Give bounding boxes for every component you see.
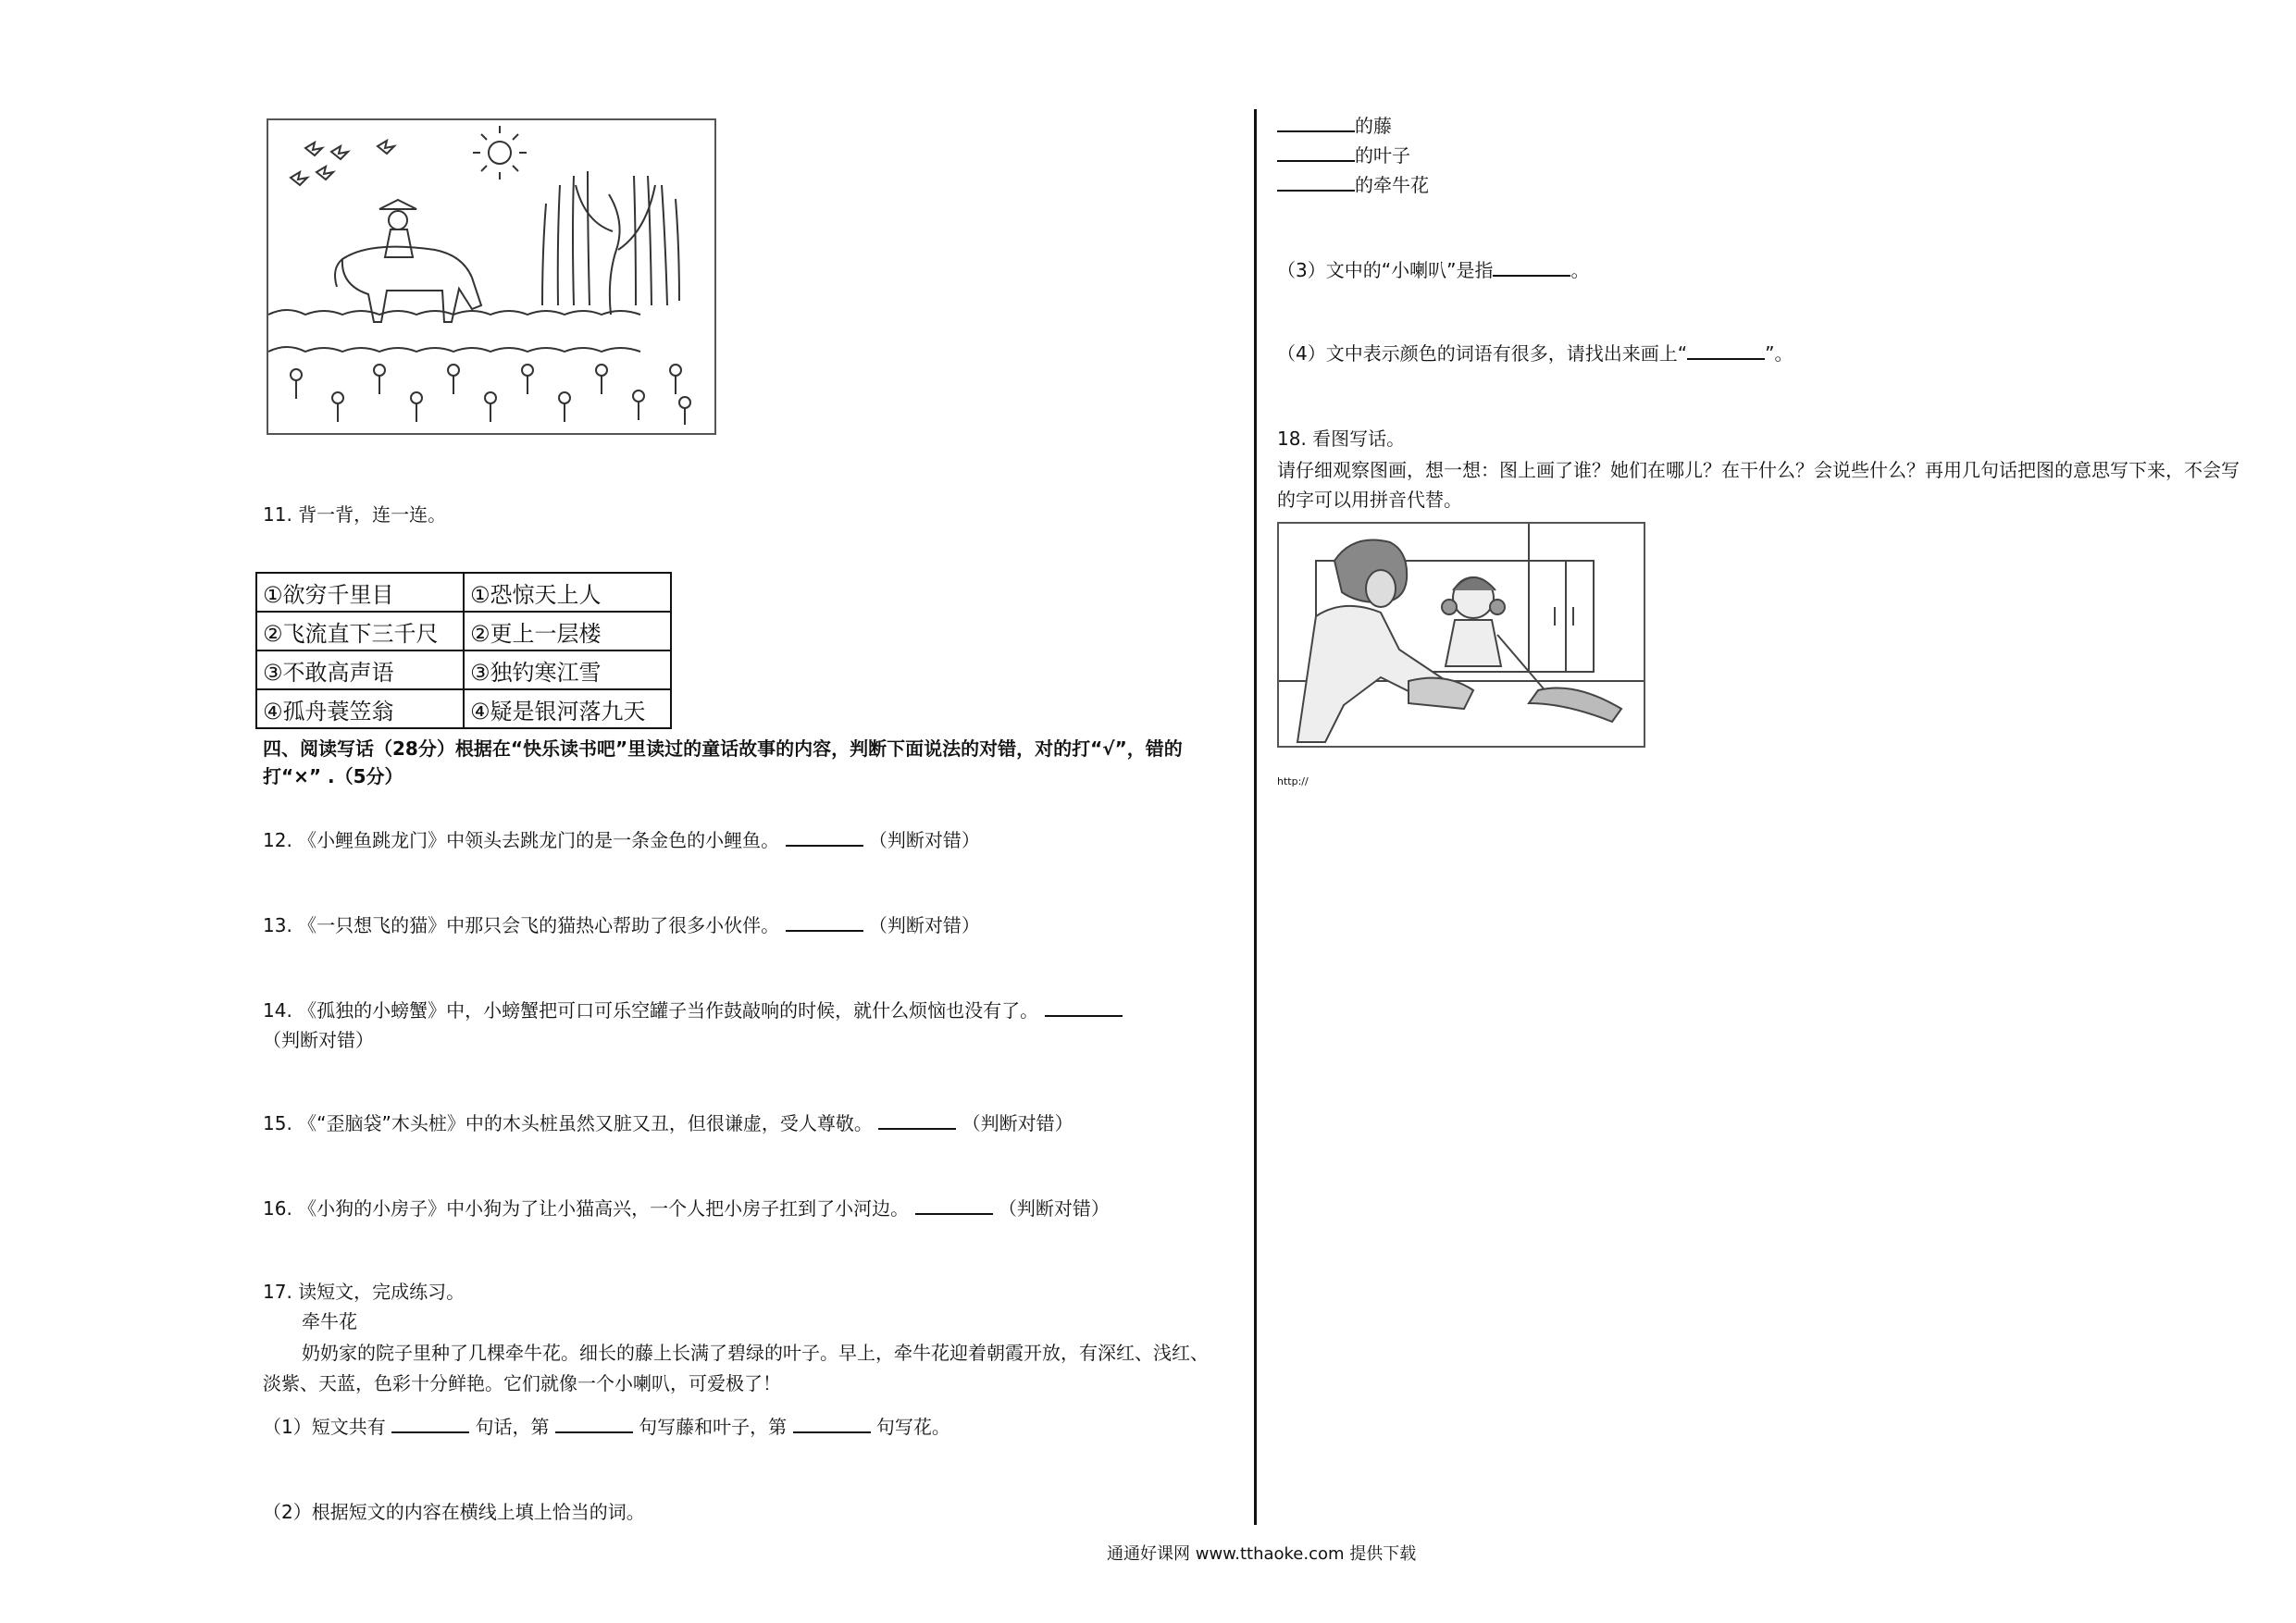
question-suffix: （判断对错） (868, 914, 980, 936)
question-suffix: （判断对错） (962, 1112, 1074, 1134)
answer-blank[interactable] (1277, 143, 1355, 162)
table-cell: ③独钓寒江雪 (464, 650, 671, 689)
question-12 (263, 827, 980, 853)
table-row (256, 689, 671, 728)
sub-question-4-text: （4）文中表示颜色的词语有很多，请找出来画上“ (1277, 342, 1688, 365)
cleaning-illustration (1277, 522, 1645, 748)
poem-illustration (267, 118, 716, 435)
answer-blank[interactable] (786, 828, 863, 847)
passage-title: 牵牛花 (302, 1310, 357, 1332)
answer-blank[interactable] (786, 913, 863, 932)
question-16 (263, 1196, 1110, 1221)
fill-label: 的藤 (1355, 115, 1392, 137)
sub-question-3-end: 。 (1570, 259, 1590, 281)
table-row (256, 573, 671, 612)
question-text: 15. 《“歪脑袋”木头桩》中的木头桩虽然又脏又丑，但很谦虚，受人尊敬。 (263, 1112, 873, 1134)
answer-blank[interactable] (1045, 998, 1123, 1017)
passage-text: 奶奶家的院子里种了几棵牵牛花。细长的藤上长满了碧绿的叶子。早上，牵牛花迎着朝霞开放，有深红、浅红、淡紫、天蓝，色彩十分鲜艳。它们就像一个小喇叭，可爱极了！ (263, 1342, 1209, 1394)
section-4-heading: 四、阅读写话（28分）根据在“快乐读书吧”里读过的童话故事的内容，判断下面说法的对错，对的打“√”，错的打“×” .（5分） (263, 737, 1183, 787)
answer-blank[interactable] (878, 1111, 956, 1130)
table-cell: ②更上一层楼 (464, 612, 671, 650)
fill-line-vine (1277, 113, 1392, 139)
answer-blank[interactable] (391, 1415, 469, 1433)
cleaning-illustration-drawing (1279, 524, 1644, 746)
table-cell: ③不敢高声语 (256, 650, 464, 689)
page-footer: 通通好课网 www.tthaoke.com 提供下载 (1107, 1544, 1417, 1564)
question-17-label: 17. 读短文，完成练习。 (263, 1281, 465, 1303)
fill-line-leaves (1277, 142, 1410, 168)
answer-blank[interactable] (1687, 341, 1765, 360)
poem-illustration-drawing (268, 120, 714, 433)
fill-label: 的牵牛花 (1355, 174, 1429, 196)
poem-match-table (255, 572, 672, 729)
sub-question-1-text-b: 句话，第 (475, 1416, 550, 1438)
table-cell: ①恐惊天上人 (464, 573, 671, 612)
sub-question-4 (1277, 341, 1793, 366)
table-cell: ②飞流直下三千尺 (256, 612, 464, 650)
question-suffix: （判断对错） (868, 829, 980, 851)
question-14-suffix: （判断对错） (263, 1029, 374, 1051)
answer-blank[interactable] (1493, 258, 1570, 277)
table-cell: ①欲穷千里目 (256, 573, 464, 612)
question-14 (263, 997, 1123, 1023)
answer-blank[interactable] (1277, 173, 1355, 192)
sub-question-3-text: （3）文中的“小喇叭”是指 (1277, 259, 1494, 281)
answer-blank[interactable] (793, 1415, 871, 1433)
sub-question-1-text-a: （1）短文共有 (263, 1416, 386, 1438)
sub-question-4-end: ”。 (1765, 342, 1793, 365)
question-18-label: 18. 看图写话。 (1277, 427, 1406, 450)
table-row (256, 650, 671, 689)
table-cell: ④孤舟蓑笠翁 (256, 689, 464, 728)
table-cell: ④疑是银河落九天 (464, 689, 671, 728)
sub-question-1-text-d: 句写花。 (875, 1416, 950, 1438)
column-divider (1254, 109, 1257, 1525)
fill-line-flower (1277, 172, 1429, 198)
question-text: 14. 《孤独的小螃蟹》中，小螃蟹把可口可乐空罐子当作鼓敲响的时候，就什么烦恼也没有了。 (263, 999, 1039, 1022)
question-suffix: （判断对错） (998, 1197, 1110, 1220)
sub-question-1-text-c: 句写藤和叶子，第 (639, 1416, 788, 1438)
url-note: http:// (1277, 775, 1309, 787)
question-13 (263, 912, 980, 938)
question-text: 16. 《小狗的小房子》中小狗为了让小猫高兴，一个人把小房子扛到了小河边。 (263, 1197, 910, 1220)
question-text: 12. 《小鲤鱼跳龙门》中领头去跳龙门的是一条金色的小鲤鱼。 (263, 829, 780, 851)
question-15 (263, 1110, 1074, 1136)
question-18-instructions: 请仔细观察图画，想一想：图上画了谁？她们在哪儿？在干什么？会说些什么？再用几句话把图的意思写下来，不会写的字可以用拼音代替。 (1277, 459, 2240, 511)
answer-blank[interactable] (1277, 114, 1355, 132)
table-row (256, 612, 671, 650)
sub-question-2: （2）根据短文的内容在横线上填上恰当的词。 (263, 1501, 645, 1523)
answer-blank[interactable] (915, 1196, 993, 1215)
sub-question-1 (263, 1414, 950, 1440)
question-11-label: 11. 背一背，连一连。 (263, 503, 447, 526)
question-text: 13. 《一只想飞的猫》中那只会飞的猫热心帮助了很多小伙伴。 (263, 914, 780, 936)
answer-blank[interactable] (555, 1415, 633, 1433)
sub-question-3 (1277, 257, 1589, 283)
fill-label: 的叶子 (1355, 144, 1410, 167)
